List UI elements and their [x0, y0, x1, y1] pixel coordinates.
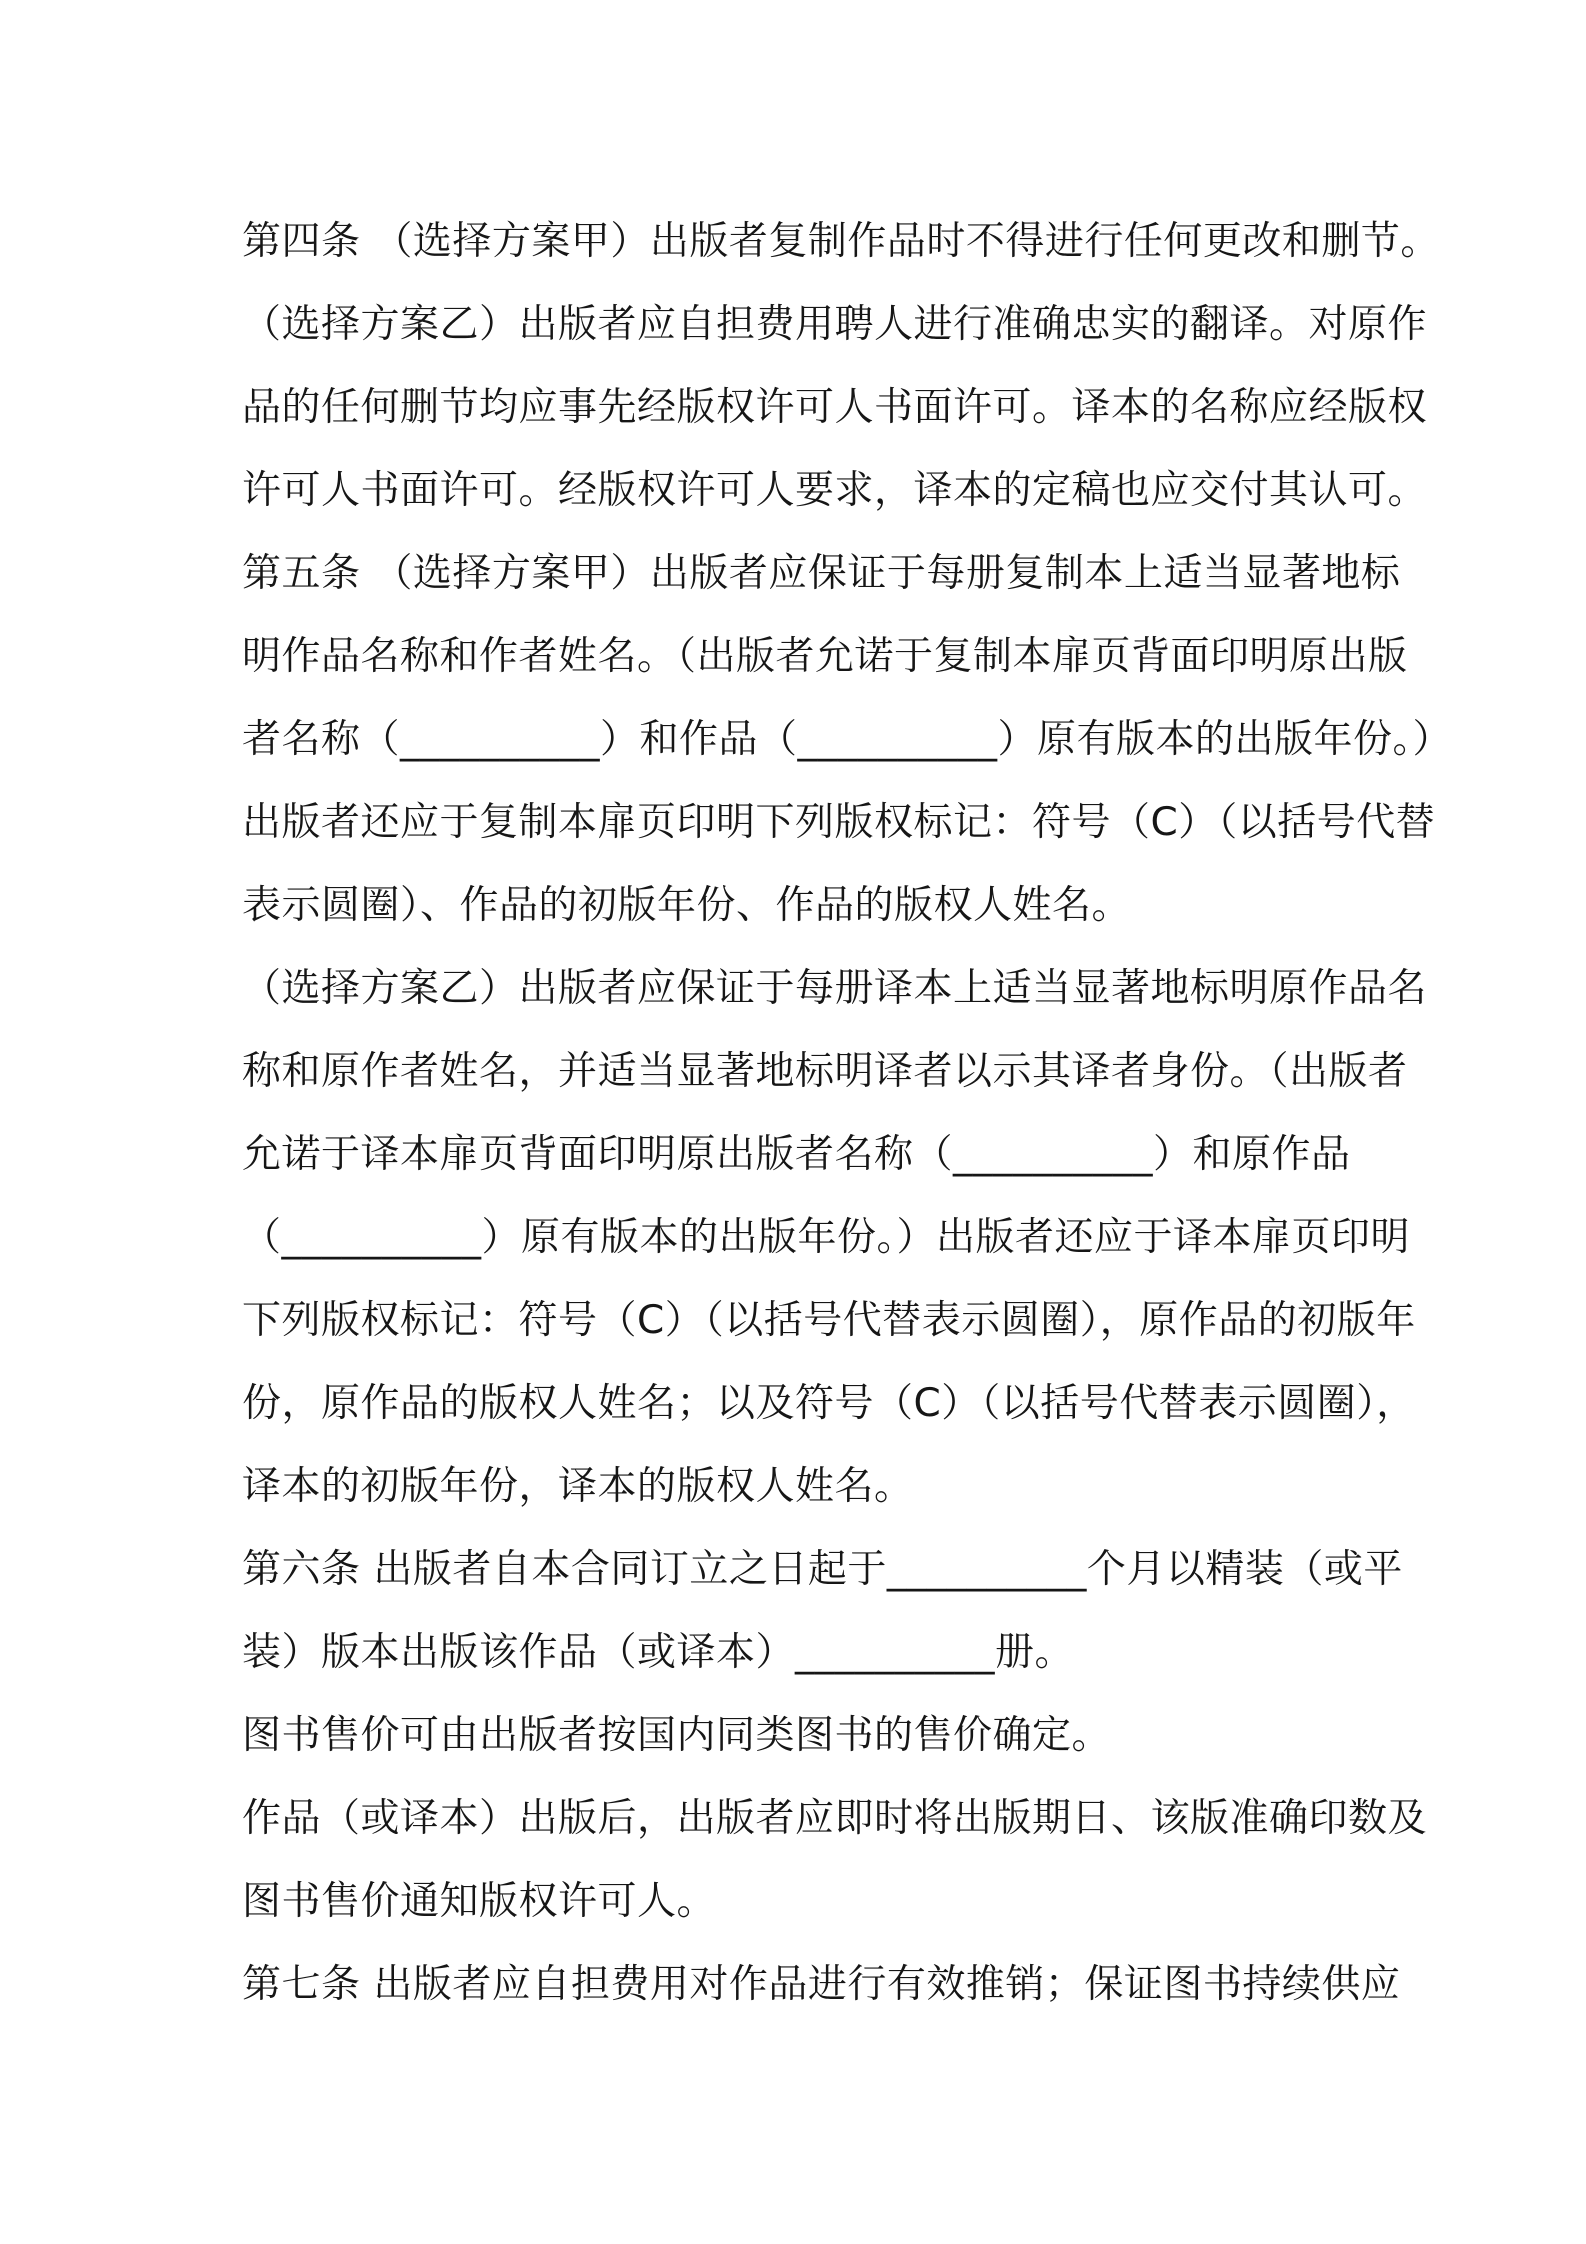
- text-line: 允诺于译本扉页背面印明原出版者名称（__________）和原作品: [242, 1132, 1351, 1177]
- text-line: 下列版权标记：符号（C）（以括号代替表示圆圈），原作品的初版年: [242, 1298, 1416, 1343]
- text-line: （选择方案乙）出版者应自担费用聘人进行准确忠实的翻译。对原作: [242, 302, 1428, 347]
- text-line: 称和原作者姓名，并适当显著地标明译者以示其译者身份。（出版者: [242, 1049, 1408, 1094]
- text-line: 第七条 出版者应自担费用对作品进行有效推销；保证图书持续供应: [242, 1962, 1401, 2007]
- text-line: 许可人书面许可。经版权许可人要求，译本的定稿也应交付其认可。: [242, 468, 1428, 513]
- text-line: 表示圆圈）、作品的初版年份、作品的版权人姓名。: [242, 883, 1132, 928]
- text-line: 品的任何删节均应事先经版权许可人书面许可。译本的名称应经版权: [242, 385, 1428, 430]
- text-line: 第四条 （选择方案甲）出版者复制作品时不得进行任何更改和删节。: [242, 219, 1440, 264]
- text-line: 出版者还应于复制本扉页印明下列版权标记：符号（C）（以括号代替: [242, 800, 1436, 845]
- text-line: 第五条 （选择方案甲）出版者应保证于每册复制本上适当显著地标: [242, 551, 1401, 596]
- text-line: 作品（或译本）出版后，出版者应即时将出版期日、该版准确印数及: [242, 1796, 1428, 1841]
- text-line: （__________）原有版本的出版年份。）出版者还应于译本扉页印明: [242, 1215, 1411, 1260]
- text-line: 译本的初版年份，译本的版权人姓名。: [242, 1464, 914, 1509]
- text-line: 第六条 出版者自本合同订立之日起于__________个月以精装（或平: [242, 1547, 1403, 1592]
- text-line: 图书售价可由出版者按国内同类图书的售价确定。: [242, 1713, 1112, 1758]
- document-body: [242, 200, 1453, 2026]
- text-line: 装）版本出版该作品（或译本）__________册。: [242, 1630, 1075, 1675]
- text-line: 明作品名称和作者姓名。（出版者允诺于复制本扉页背面印明原出版: [242, 634, 1408, 679]
- text-line: 者名称（__________）和作品（__________）原有版本的出版年份。）: [242, 717, 1453, 762]
- text-line: 份，原作品的版权人姓名；以及符号（C）（以括号代替表示圆圈），: [242, 1381, 1416, 1426]
- text-line: （选择方案乙）出版者应保证于每册译本上适当显著地标明原作品名: [242, 966, 1428, 1011]
- text-line: 图书售价通知版权许可人。: [242, 1879, 717, 1924]
